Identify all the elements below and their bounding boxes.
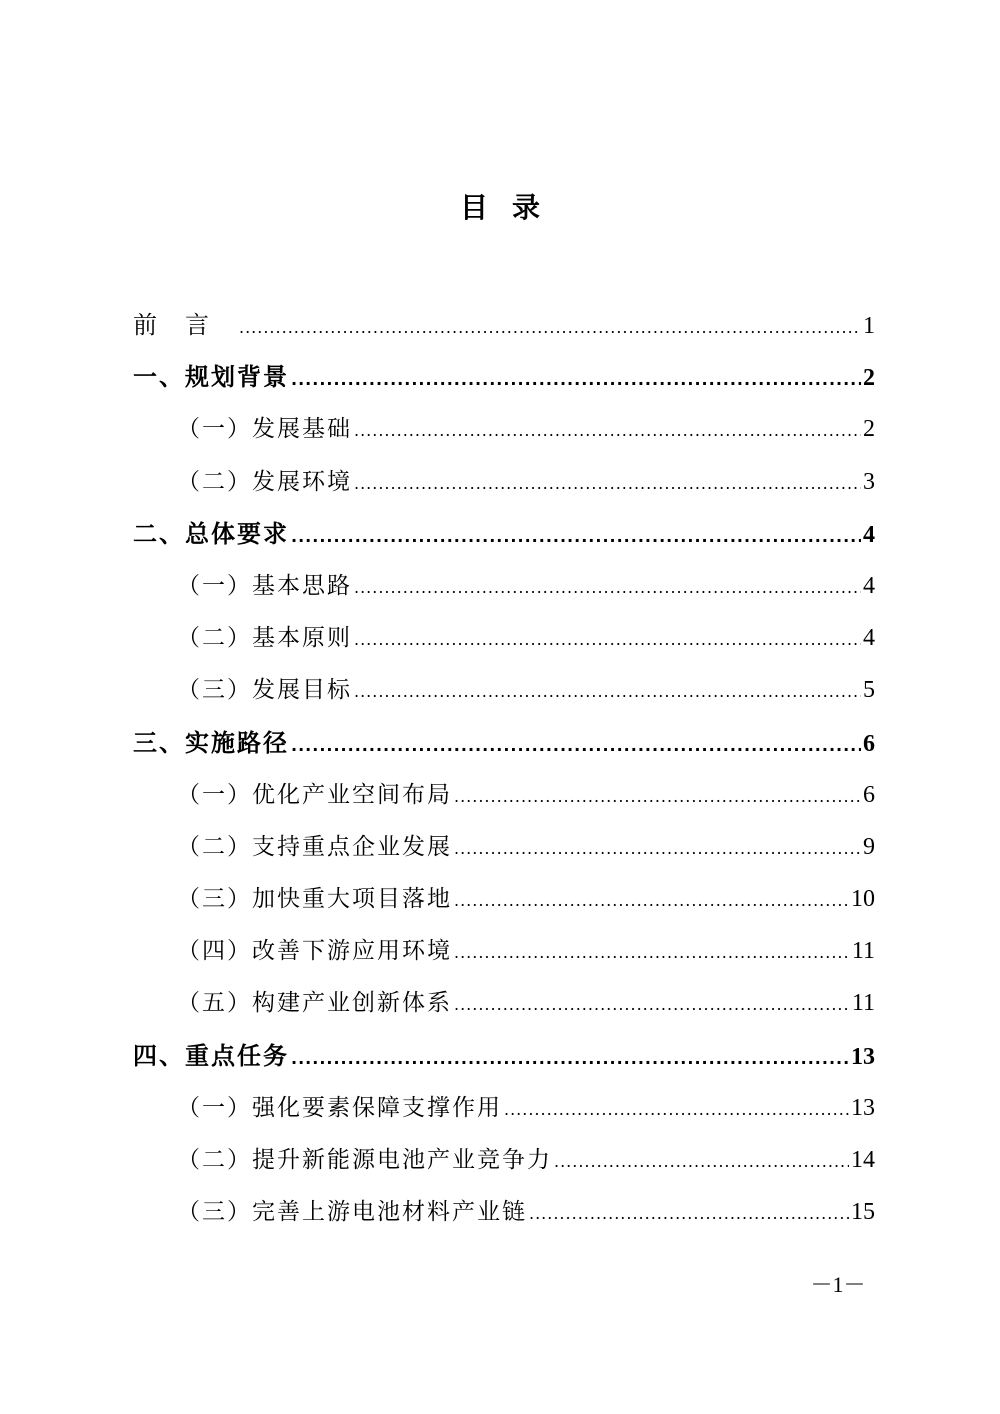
toc-entry-section[interactable] <box>133 459 875 511</box>
toc-entry-chapter[interactable] <box>133 720 875 772</box>
toc-dot-leader <box>354 476 861 492</box>
toc-entry-section[interactable] <box>133 824 875 876</box>
toc-entry-label: 一、规划背景 <box>133 363 289 392</box>
toc-entry-label: （二）基本原则 <box>177 625 352 652</box>
toc-entry-page: 11 <box>851 938 875 965</box>
toc-entry-page: 4 <box>863 625 875 652</box>
toc-entry-section[interactable] <box>133 1189 875 1241</box>
toc-entry-chapter[interactable] <box>133 354 875 406</box>
toc-dot-leader <box>291 738 861 754</box>
toc-entry-page: 13 <box>851 1043 875 1070</box>
toc-entry-label: （四）改善下游应用环境 <box>177 938 452 965</box>
toc-entry-section[interactable] <box>133 1085 875 1137</box>
toc-entry-label: （二）发展环境 <box>177 468 352 495</box>
toc-entry-page: 1 <box>863 313 875 339</box>
toc-entry-page: 4 <box>863 572 875 599</box>
toc-entry-section[interactable] <box>133 1137 875 1189</box>
toc-entry-section[interactable] <box>133 980 875 1032</box>
toc-entry-label: （一）强化要素保障支撑作用 <box>177 1094 502 1121</box>
toc-entry-chapter[interactable] <box>133 1033 875 1085</box>
toc-entry-page: 10 <box>851 886 875 913</box>
toc-entry-label: （三）完善上游电池材料产业链 <box>177 1199 527 1226</box>
toc-entry-page: 6 <box>863 781 875 808</box>
toc-entry-chapter[interactable] <box>133 511 875 563</box>
toc-entry-page: 9 <box>863 833 875 860</box>
toc-dot-leader <box>454 789 861 805</box>
toc-entry-label: （五）构建产业创新体系 <box>177 990 452 1017</box>
toc-entry-label: 四、重点任务 <box>133 1041 289 1070</box>
toc-entry-label: （三）加快重大项目落地 <box>177 886 452 913</box>
toc-entry-page: 3 <box>863 468 875 495</box>
toc-entry-preface[interactable] <box>133 302 875 354</box>
toc-dot-leader <box>554 1154 849 1170</box>
toc-entry-label: （二）支持重点企业发展 <box>177 833 452 860</box>
toc-entry-page: 4 <box>863 521 875 548</box>
toc-dot-leader <box>454 841 861 857</box>
page-number: －1－ <box>810 1272 866 1297</box>
toc-entry-label: （三）发展目标 <box>177 677 352 704</box>
toc-entry-page: 15 <box>851 1199 875 1226</box>
page-title: 目录 <box>459 191 564 224</box>
toc-dot-leader <box>454 997 850 1013</box>
toc-entry-label: 二、总体要求 <box>133 519 289 548</box>
toc-entry-section[interactable] <box>133 615 875 667</box>
toc-dot-leader <box>504 1102 849 1118</box>
toc-dot-leader <box>291 1051 849 1067</box>
toc-entry-section[interactable] <box>133 876 875 928</box>
toc-entry-label: （一）发展基础 <box>177 416 352 443</box>
toc-entry-section[interactable] <box>133 772 875 824</box>
toc-entry-page: 14 <box>851 1147 875 1173</box>
toc-dot-leader <box>354 684 861 700</box>
toc-dot-leader <box>529 1206 849 1222</box>
toc-entry-section[interactable] <box>133 928 875 980</box>
toc-dot-leader <box>354 580 861 596</box>
toc-entry-section[interactable] <box>133 563 875 615</box>
toc-dot-leader <box>291 529 861 545</box>
toc-dot-leader <box>354 632 861 648</box>
toc-entry-page: 11 <box>851 990 875 1017</box>
toc-entry-label: （一）基本思路 <box>177 572 352 599</box>
toc-entry-label: 三、实施路径 <box>133 728 289 757</box>
toc-entry-page: 6 <box>863 730 875 757</box>
toc-dot-leader <box>354 423 861 439</box>
toc-entry-page: 13 <box>851 1094 875 1121</box>
toc-dot-leader <box>239 320 861 336</box>
toc-entry-section[interactable] <box>133 406 875 458</box>
toc-entry-label: （一）优化产业空间布局 <box>177 781 452 808</box>
toc-entry-section[interactable] <box>133 667 875 719</box>
toc-entry-label: 前言 <box>133 311 237 339</box>
table-of-contents <box>133 302 875 1241</box>
toc-dot-leader <box>454 945 850 961</box>
toc-entry-page: 2 <box>863 365 875 392</box>
toc-dot-leader <box>291 372 861 388</box>
toc-entry-page: 5 <box>863 677 875 704</box>
toc-entry-page: 2 <box>863 416 875 443</box>
toc-entry-label: （二）提升新能源电池产业竞争力 <box>177 1147 552 1173</box>
toc-dot-leader <box>454 893 849 909</box>
